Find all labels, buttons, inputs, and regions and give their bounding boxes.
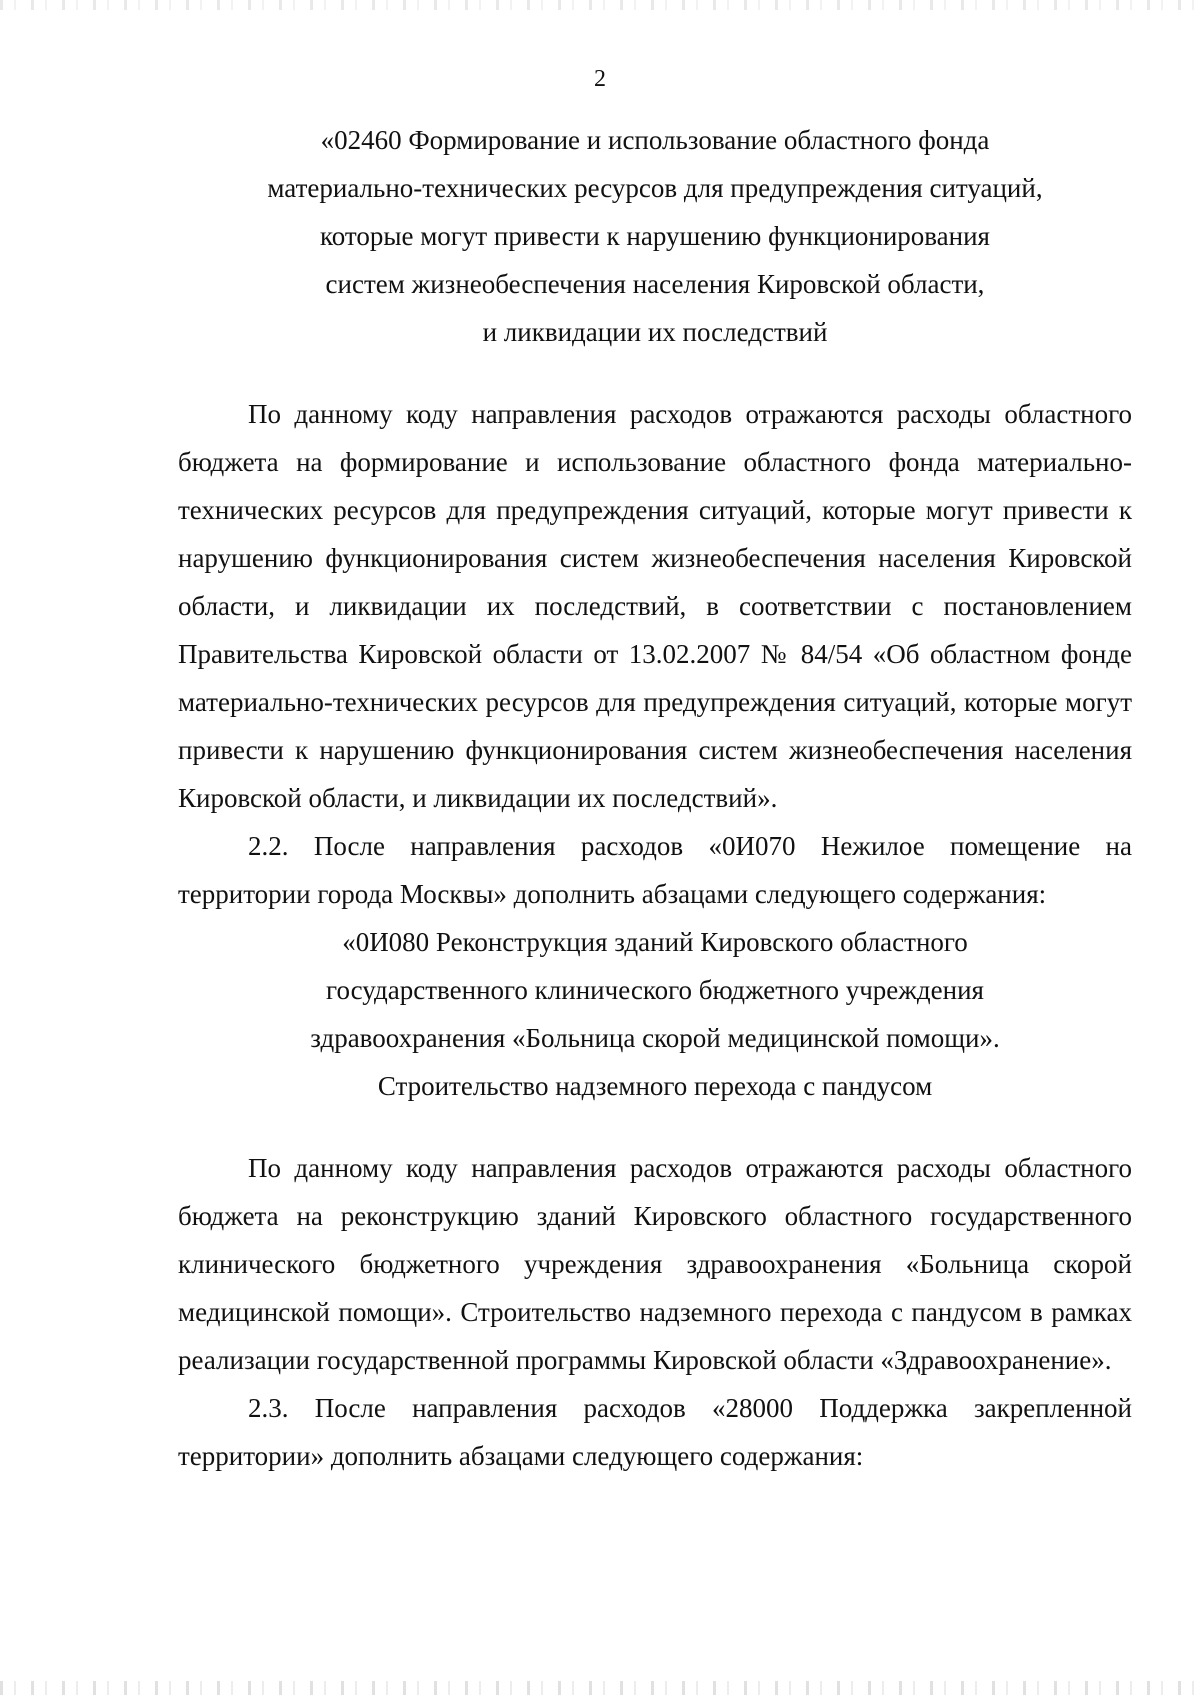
item-2-2-intro: 2.2. После направления расходов «0И070 Нежилое помещение на территории города Москвы» дополнить абзацами следующего содержания: (178, 831, 1132, 909)
section-heading-0I080 (178, 918, 1132, 1110)
item-2-3-intro: 2.3. После направления расходов «28000 Поддержка закрепленной территории» дополнить абзацами следующего содержания: (178, 1393, 1132, 1471)
scan-edge-bottom (0, 1681, 1200, 1695)
document-body (178, 116, 1132, 1480)
heading-line: материально-технических ресурсов для предупреждения ситуаций, (267, 173, 1043, 203)
section-heading-02460 (178, 116, 1132, 356)
heading-line: которые могут привести к нарушению функционирования (320, 221, 990, 251)
heading-line: Строительство надземного перехода с пандусом (377, 1071, 933, 1101)
page-number: 2 (594, 66, 606, 92)
heading-line: здравоохранения «Больница скорой медицинской помощи». (310, 1023, 1000, 1053)
scan-edge-top (0, 0, 1200, 10)
heading-line: и ликвидации их последствий (482, 317, 828, 347)
section-body-0I080: По данному коду направления расходов отражаются расходы областного бюджета на реконструкцию зданий Кировского областного государственного клинического бюджетного учреждения здравоохранения «Больница скорой медицинской помощи». Строительство надземного перехода с пандусом в рамках реализации государственной программы Кировской области «Здравоохранение». (178, 1153, 1132, 1375)
heading-line: систем жизнеобеспечения населения Кировской области, (325, 269, 985, 299)
section-body-02460: По данному коду направления расходов отражаются расходы областного бюджета на формирование и использование областного фонда материально-технических ресурсов для предупреждения ситуаций, которые могут привести к нарушению функционирования систем жизнеобеспечения населения Кировской области, и ликвидации их последствий, в соответствии с постановлением Правительства Кировской области от 13.02.2007 № 84/54 «Об областном фонде материально-технических ресурсов для предупреждения ситуаций, которые могут привести к нарушению функционирования систем жизнеобеспечения населения Кировской области, и ликвидации их последствий». (178, 399, 1132, 813)
heading-line: «0И080 Реконструкция зданий Кировского областного (342, 927, 968, 957)
heading-line: государственного клинического бюджетного учреждения (326, 975, 984, 1005)
heading-line: «02460 Формирование и использование областного фонда (320, 125, 990, 155)
